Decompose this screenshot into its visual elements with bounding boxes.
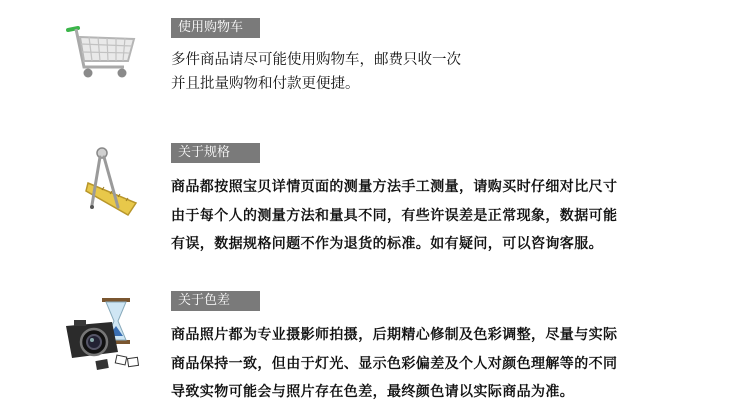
compass-ruler-icon: [84, 145, 140, 227]
body-line: 并且批量购物和付款更便捷。: [171, 76, 360, 92]
section-label: 关于规格: [171, 143, 260, 163]
section-body: [171, 173, 617, 259]
section-body: [171, 48, 461, 96]
section-body: [171, 321, 617, 407]
shopping-cart-icon: [66, 25, 138, 81]
body-line: 多件商品请尽可能使用购物车，邮费只收一次: [171, 52, 461, 68]
body-line: 商品都按照宝贝详情页面的测量方法手工测量，请购买时仔细对比尺寸: [171, 179, 618, 195]
section-label: 使用购物车: [171, 18, 260, 38]
section-label: 关于色差: [171, 291, 260, 311]
camera-icon: [62, 296, 142, 374]
body-line: 由于每个人的测量方法和量具不同，有些许误差是正常现象，数据可能: [171, 207, 618, 224]
body-line: 导致实物可能会与照片存在色差，最终颜色请以实际商品为准。: [171, 384, 575, 400]
body-line: 有误，数据规格问题不作为退货的标准。如有疑问，可以咨询客服。: [171, 236, 603, 252]
body-line: 商品保持一致，但由于灯光、显示色彩偏差及个人对颜色理解等的不同: [171, 355, 618, 372]
body-line: 商品照片都为专业摄影师拍摄，后期精心修制及色彩调整，尽量与实际: [171, 327, 618, 343]
